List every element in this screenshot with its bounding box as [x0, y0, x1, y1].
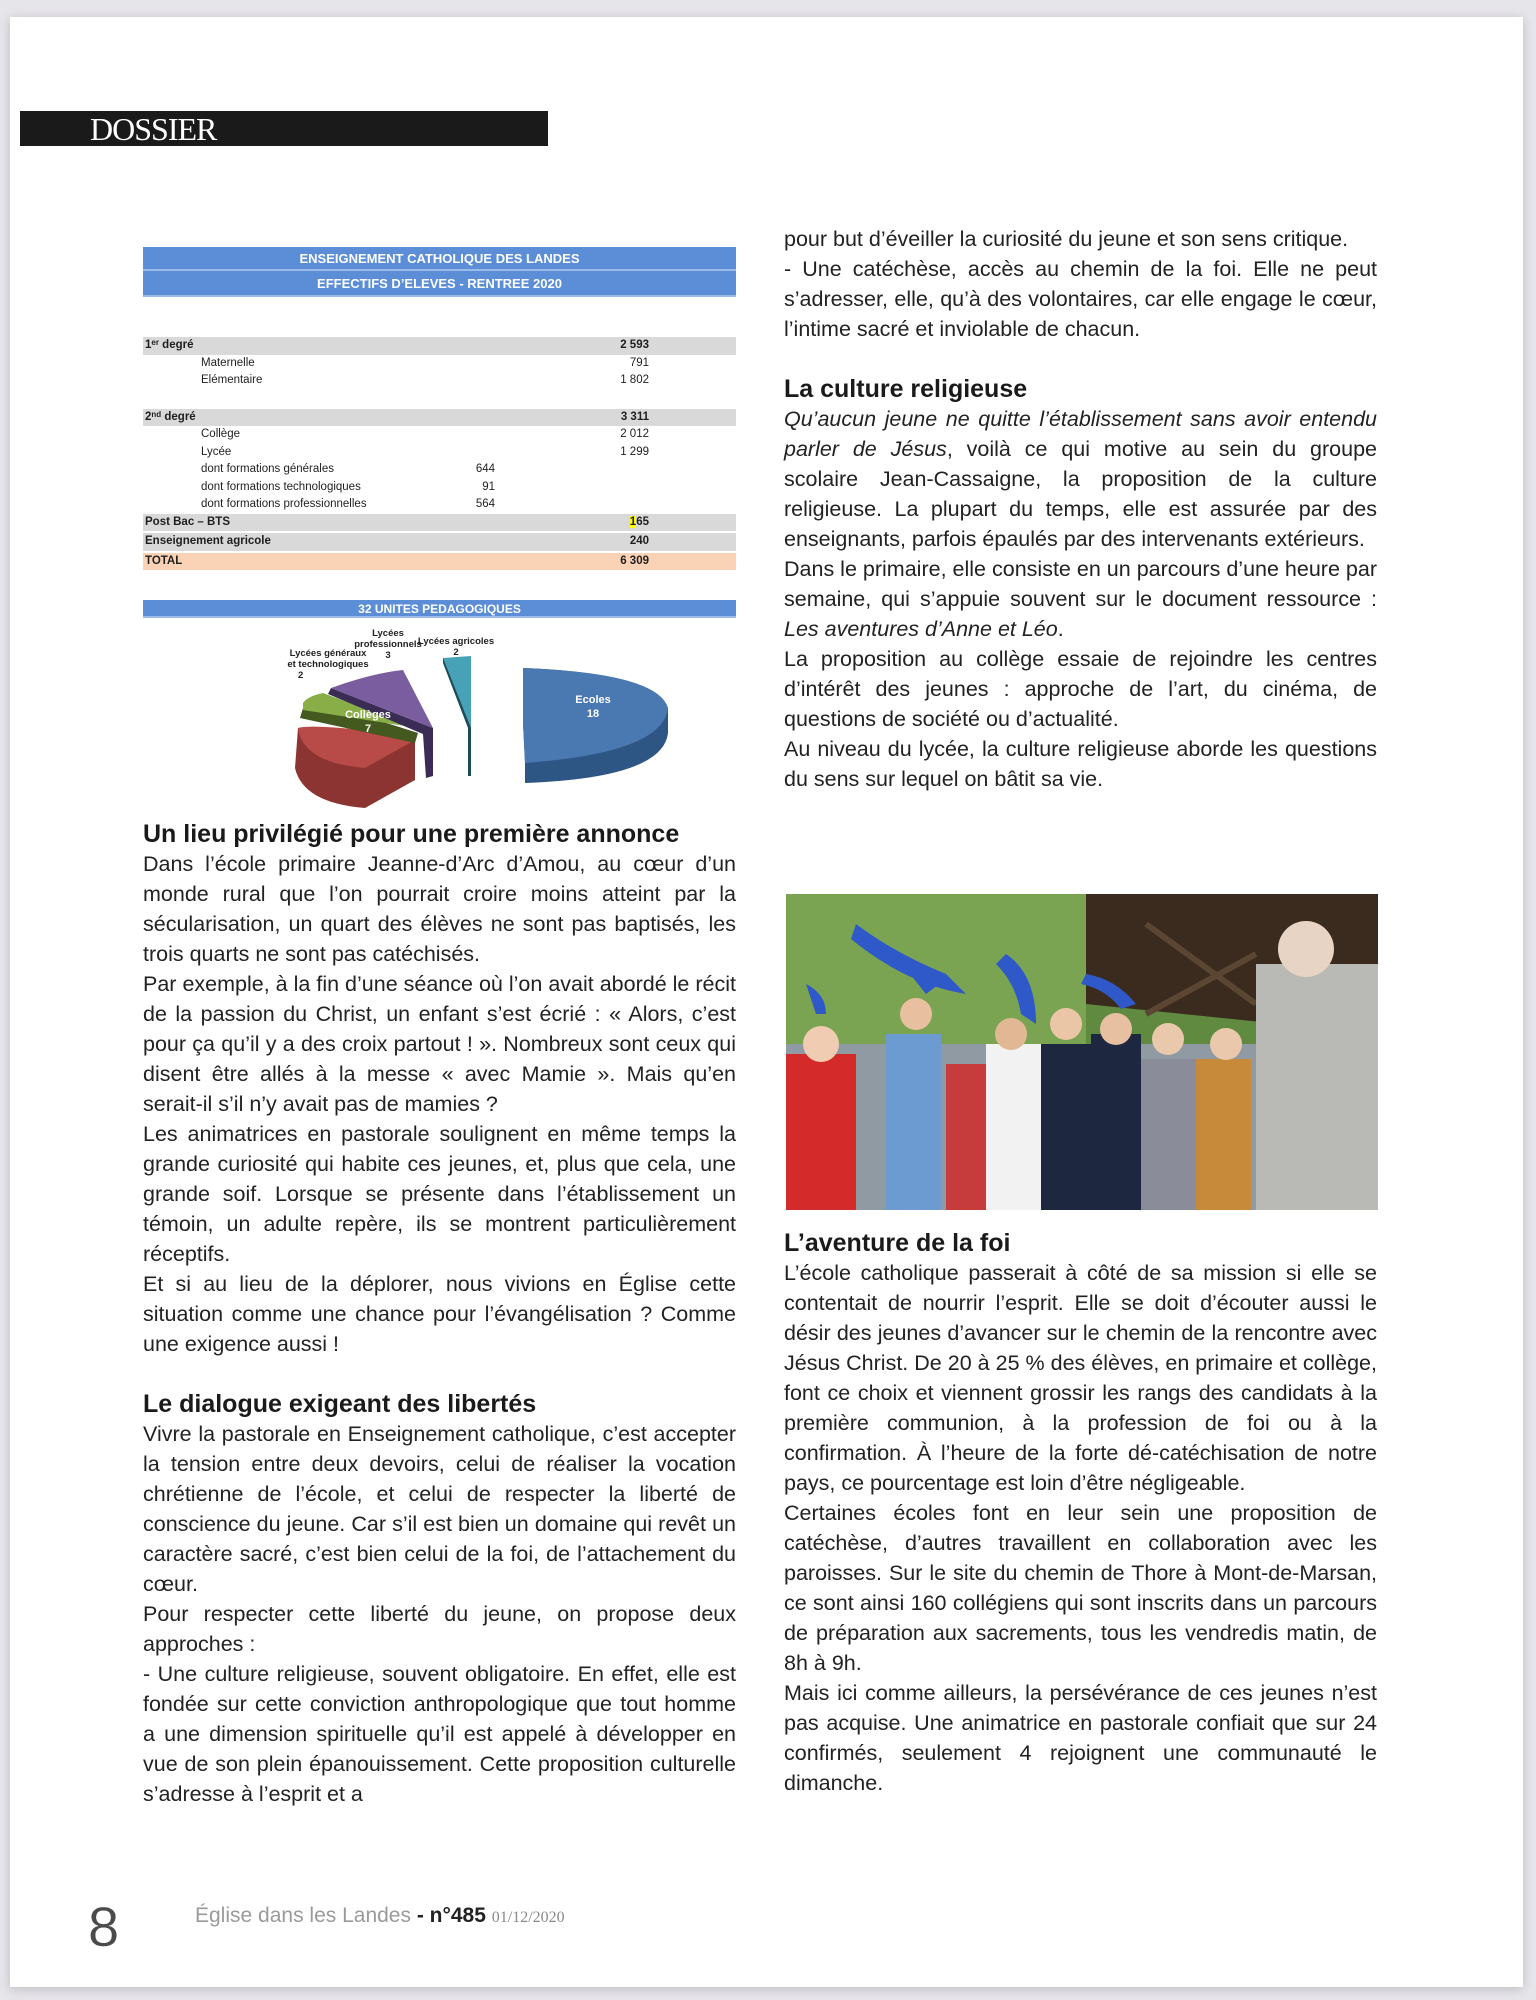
- heading-aventure-foi: L’aventure de la foi: [784, 1229, 1011, 1257]
- figure-title-1: ENSEIGNEMENT CATHOLIQUE DES LANDES: [143, 247, 736, 271]
- table-row-degre1: 1er degré 2 593: [143, 337, 736, 355]
- figure-title-2: EFFECTIFS D’ELEVES - RENTREE 2020: [143, 271, 736, 297]
- paragraph: Dans l’école primaire Jeanne-d’Arc d’Amou, au cœur d’un monde rural que l’on pourrait croire moins atteint par la sécularisation, un quart des élèves ne sont pas baptisés, les trois quarts ne sont pas catéchisés.: [143, 852, 736, 966]
- table-row-generales: dont formations générales 644: [201, 463, 495, 475]
- paragraph: Dans le primaire, elle consiste en un parcours d’une heure par semaine, qui s’appuie souvent sur le document ressource : Les aventures d’Anne et Léo.: [784, 557, 1377, 641]
- paragraph: L’école catholique passerait à côté de sa mission si elle se contentait de nourrir l’esprit. Elle se doit d’écouter aussi le désir des jeunes d’avancer sur le chemin de la rencontre avec Jésus Christ. De 20 à 25 % des élèves, en primaire et collège, font ce choix et viennent grossir les rangs des candidats à la première communion, à la profession de foi ou à la confirmation. À l’heure de la forte dé-catéchisation de notre pays, ce pourcentage est loin d’être négligeable.: [784, 1261, 1377, 1495]
- table-row-professionnelles: dont formations professionnelles 564: [201, 498, 495, 510]
- publication-footer: Église dans les Landes - n°485 01/12/2020: [195, 1904, 565, 1927]
- paragraph: Pour respecter cette liberté du jeune, on propose deux approches :: [143, 1602, 736, 1656]
- article-column-left: [143, 819, 736, 1809]
- magazine-page: [10, 17, 1523, 1987]
- paragraph: Par exemple, à la fin d’une séance où l’on avait abordé le récit de la passion du Christ, un enfant s’est écrié : « Alors, c’est pour ça qu’il y a des croix partout ! ». Nombreux sont ceux qui disent être allés à la messe « avec Mamie ». Mais qu’en serait-il s’il n’y avait pas de mamies ?: [143, 972, 736, 1116]
- table-row-lycee: Lycée 1 299: [201, 445, 649, 458]
- section-title: DOSSIER: [90, 111, 217, 147]
- article-column-right-bottom: [784, 1228, 1377, 1798]
- statistics-figure: [143, 247, 736, 838]
- article-column-right-top: [784, 224, 1377, 794]
- heading-premiere-annonce: Un lieu privilégié pour une première annonce: [143, 820, 680, 848]
- photo-illustration: [786, 894, 1378, 1210]
- table-row-maternelle: Maternelle 791: [201, 356, 649, 369]
- paragraph: Mais ici comme ailleurs, la persévérance de ces jeunes n’est pas acquise. Une animatrice en pastorale confiait que sur 24 confirmés, seulement 4 rejoignent une communauté le dimanche.: [784, 1681, 1377, 1795]
- pie-label-lgt: Lycées généraux et technologiques 2: [287, 648, 369, 681]
- pie-chart-graphic: [143, 628, 736, 838]
- paragraph: Au niveau du lycée, la culture religieuse aborde les questions du sens sur lequel on bâtit sa vie.: [784, 737, 1377, 791]
- paragraph: - Une catéchèse, accès au chemin de la foi. Elle ne peut s’adresser, elle, qu’à des volontaires, car elle engage le cœur, l’intime sacré et inviolable de chacun.: [784, 257, 1377, 341]
- paragraph: Qu’aucun jeune ne quitte l’établissement sans avoir entendu parler de Jésus, voilà ce qui motive au sein du groupe scolaire Jean-Cassaigne, la proposition de la culture religieuse. La plupart du temps, elle est assurée par des enseignants, parfois épaulés par des intervenants extérieurs.: [784, 407, 1377, 551]
- table-row-elementaire: Elémentaire 1 802: [201, 374, 649, 386]
- publication-name: Église dans les Landes: [195, 1904, 411, 1927]
- table-row-postbac: Post Bac – BTS 165: [143, 514, 736, 532]
- pie-label-la: Lycées agricoles 2: [417, 636, 495, 658]
- enrollment-table: [143, 337, 736, 570]
- table-row-college: Collège 2 012: [201, 428, 649, 440]
- table-row-total: TOTAL 6 309: [143, 553, 736, 571]
- pie-chart: [143, 628, 736, 838]
- table-row-degre2: 2nd degré 3 311: [143, 409, 736, 427]
- paragraph: pour but d’éveiller la curiosité du jeune et son sens critique.: [784, 227, 1349, 251]
- page-number: 8: [88, 1895, 120, 1958]
- paragraph: La proposition au collège essaie de rejoindre les centres d’intérêt des jeunes : approche de l’art, du cinéma, de questions de société ou d’actualité.: [784, 647, 1377, 731]
- students-photo: [786, 894, 1378, 1210]
- paragraph: Et si au lieu de la déplorer, nous vivions en Église cette situation comme une chance pour l’évangélisation ? Comme une exigence aussi !: [143, 1272, 736, 1356]
- table-row-agricole: Enseignement agricole 240: [143, 533, 736, 551]
- pie-label-colleges: Collèges 7: [345, 709, 391, 735]
- pie-label-lp: Lycées professionnels 3: [354, 628, 422, 661]
- issue-number: n°485: [429, 1904, 486, 1927]
- heading-dialogue-libertes: Le dialogue exigeant des libertés: [143, 1390, 537, 1418]
- heading-culture-religieuse: La culture religieuse: [784, 375, 1028, 403]
- section-band: [20, 111, 548, 146]
- paragraph: Vivre la pastorale en Enseignement catholique, c’est accepter la tension entre deux devoirs, celui de réaliser la vocation chrétienne de l’école, et celui de respecter la liberté de conscience du jeune. Car s’il est bien un domaine qui revêt un caractère sacré, c’est bien celui de la foi, de l’attachement du cœur.: [143, 1422, 736, 1596]
- units-title: 32 UNITES PEDAGOGIQUES: [143, 600, 736, 618]
- paragraph: Les animatrices en pastorale soulignent en même temps la grande curiosité qui habite ces jeunes, et, plus que cela, une grande soif. Lorsque se présente dans l’établissement un témoin, un adulte repère, ils se montrent particulièrement réceptifs.: [143, 1122, 736, 1266]
- issue-date: 01/12/2020: [491, 1909, 565, 1926]
- paragraph: - Une culture religieuse, souvent obligatoire. En effet, elle est fondée sur cette conviction anthropologique que tout homme a une dimension spirituelle qu’il est appelé à développer en vue de son plein épanouissement. Cette proposition culturelle s’adresse à l’esprit et a: [143, 1662, 736, 1806]
- table-row-technologiques: dont formations technologiques 91: [201, 480, 495, 493]
- pie-label-ecoles: Ecoles 18: [575, 694, 611, 720]
- paragraph: Certaines écoles font en leur sein une proposition de catéchèse, d’autres travaillent en collaboration avec les paroisses. Sur le site du chemin de Thore à Mont-de-Marsan, ce sont ainsi 160 collégiens qui sont inscrits dans un parcours de préparation aux sacrements, tous les vendredis matin, de 8h à 9h.: [784, 1501, 1377, 1675]
